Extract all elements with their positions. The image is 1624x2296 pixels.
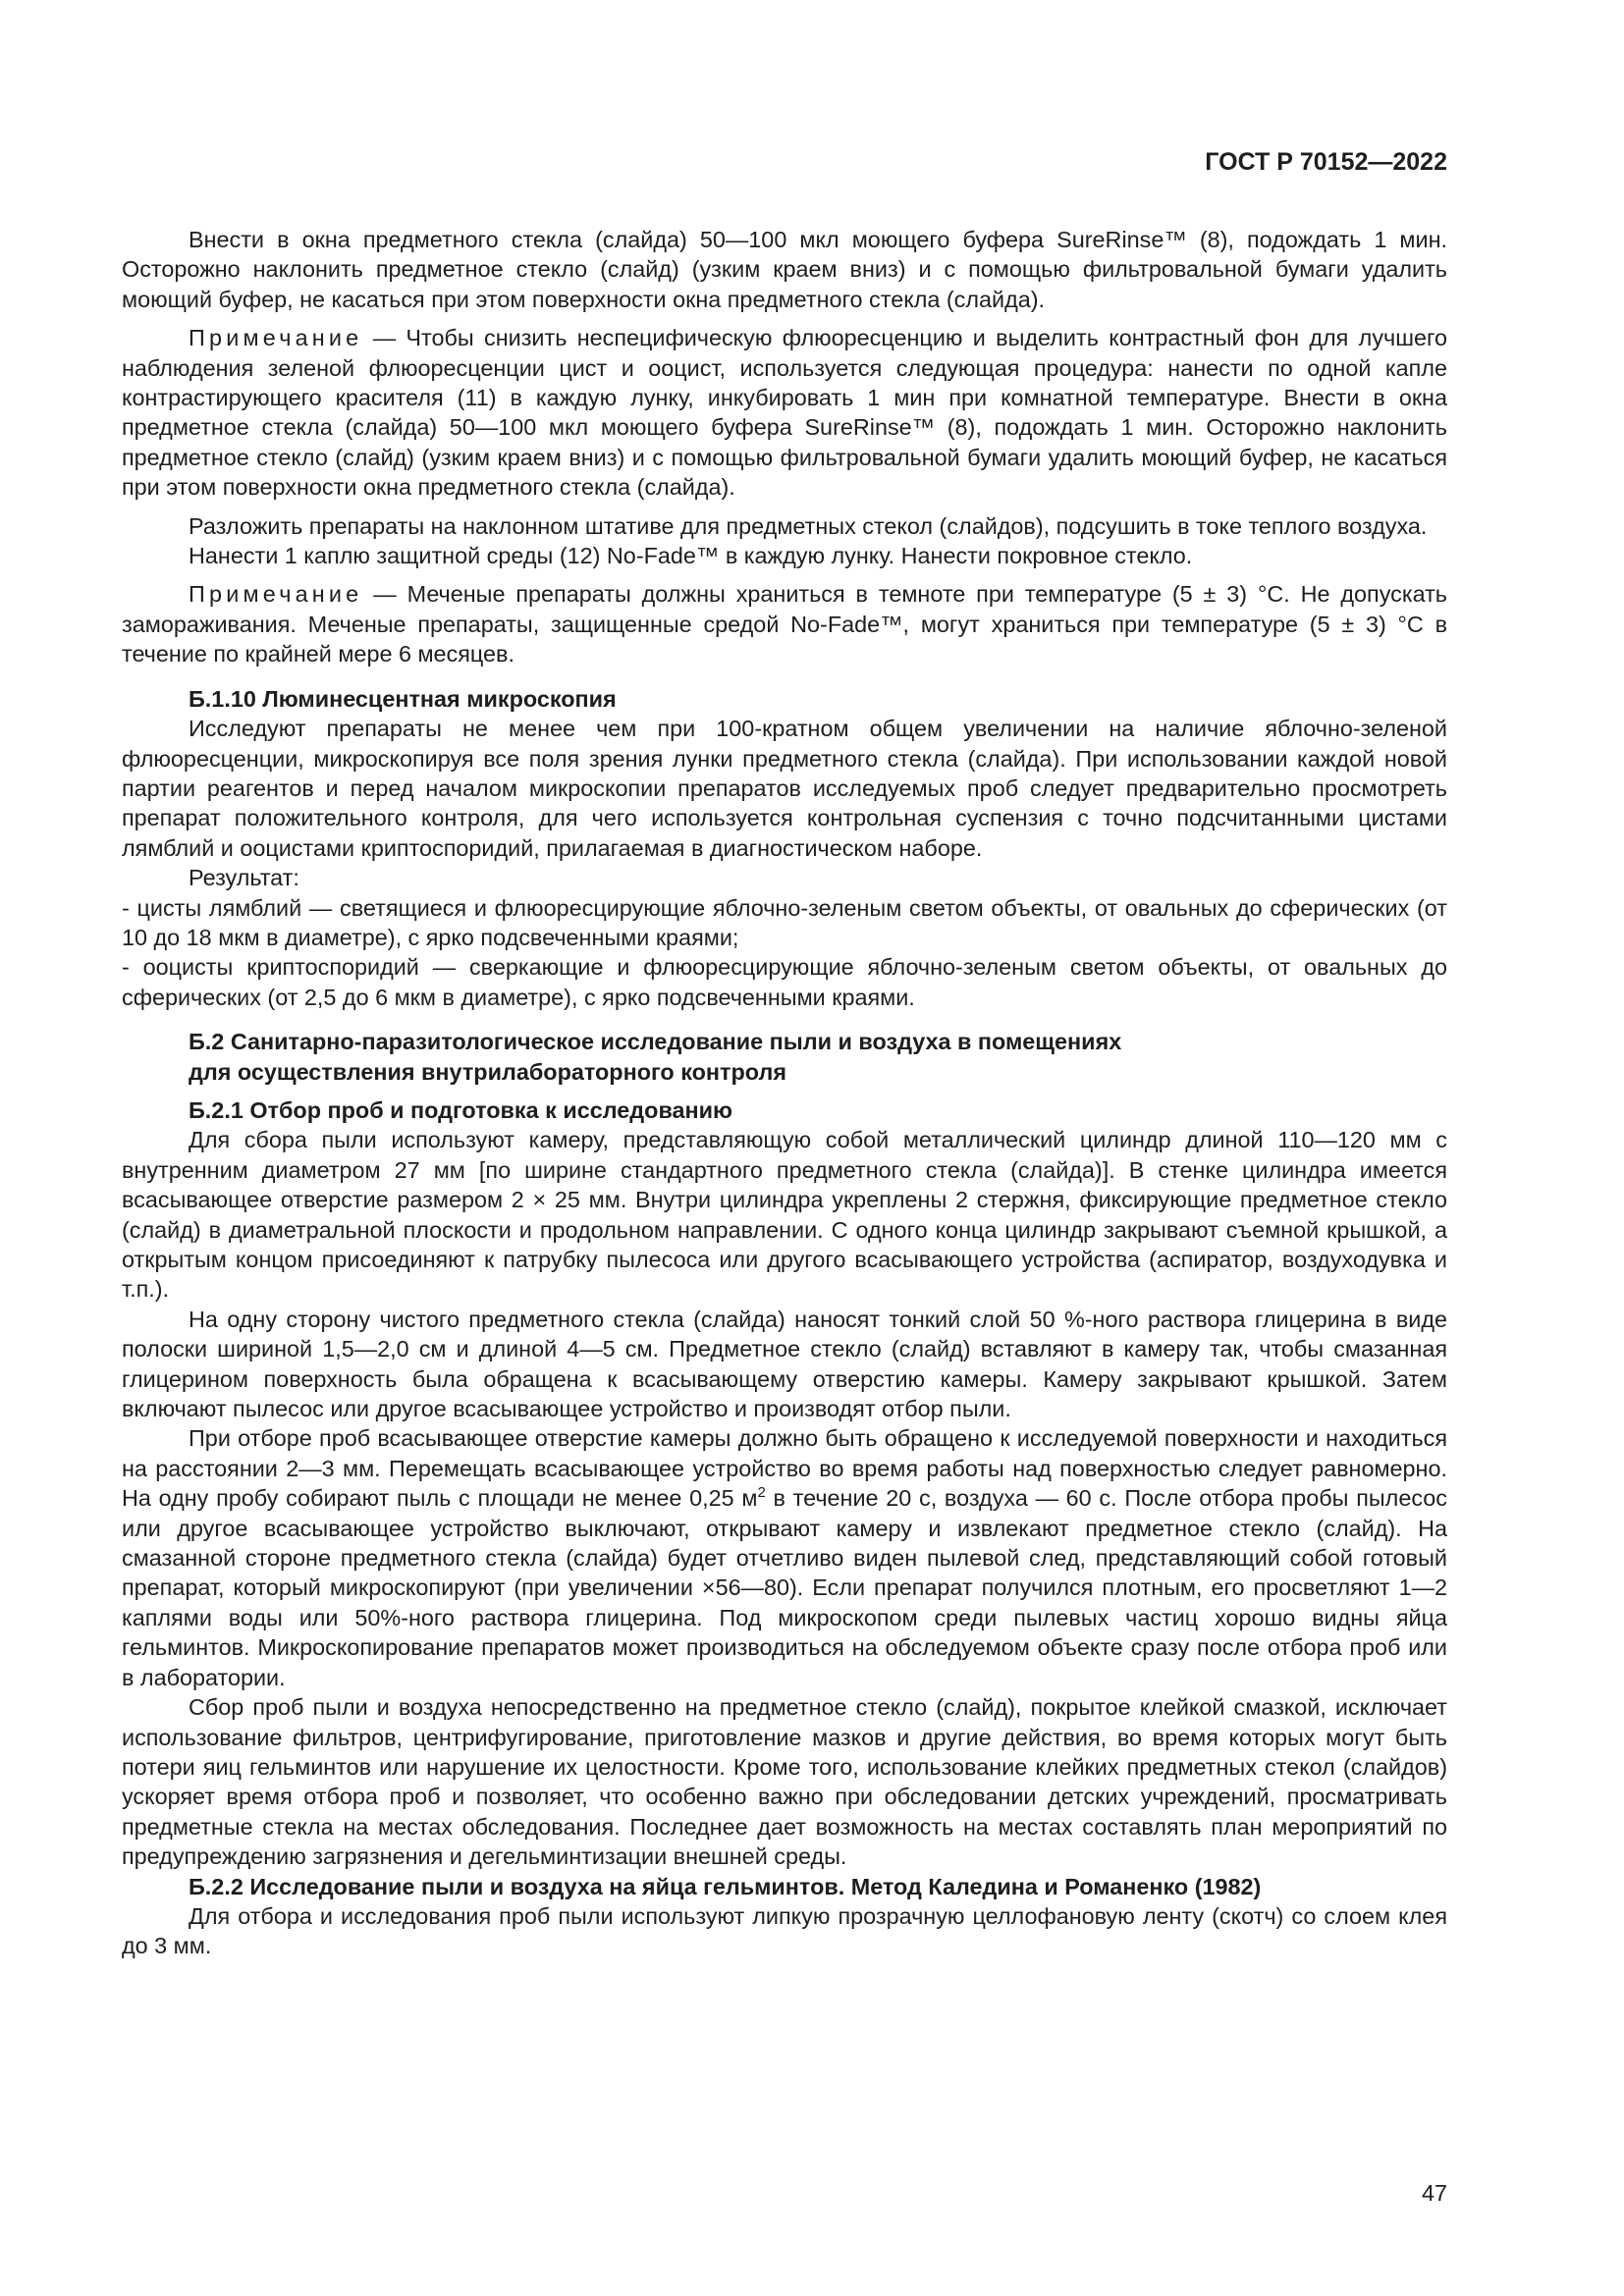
superscript-2: 2 (757, 1484, 766, 1502)
paragraph-glycerin-slide: На одну сторону чистого предметного стекла (слайда) наносят тонкий слой 50 %-ного раствора глицерина в виде полоски шириной 1,5—2,0 см и длиной 4—5 см. Предметное стекло (слайд) вставляют в камеру так, чтобы смазанная глицерином поверхность была обращена к всасывающему отверстию камеры. Камеру закрывают крышкой. Затем включают пылесос или другое всасывающее устройство и производят отбор пыли. (122, 1306, 1447, 1422)
paragraph-result-label: Результат: (189, 865, 299, 891)
heading-b-2-line2: для осуществления внутрилабораторного контроля (189, 1058, 786, 1085)
note-text: — Чтобы снизить неспецифическую флюоресценцию и выделить контрастный фон для лучшего наблюдения зеленой флюоресценции цист и ооцист, используется следующая процедура: нанести по одной капле контрастирующего красителя (11) в каждую лунку, инкубировать 1 мин при комнатной температуре. Внести в окна предметное стекла (слайда) 50—100 мкл моющего буфера SureRinse™ (8), подождать 1 мин. Осторожно наклонить предметное стекло (слайд) (узким краем вниз) и с помощью фильтровальной бумаги удалить моющий буфер, не касаться при этом поверхности окна предметного стекла (слайда). (122, 325, 1447, 501)
document-body (122, 225, 1447, 1961)
heading-b-2-2: Б.2.2 Исследование пыли и воздуха на яйца гельминтов. Метод Каледина и Романенко (1982) (189, 1873, 1262, 1899)
page-number: 47 (1421, 2180, 1447, 2206)
paragraph-dry-slides: Разложить препараты на наклонном штативе для предметных стекол (слайдов), подсушить в токе теплого воздуха. (189, 512, 1428, 539)
note-text: — Меченые препараты должны храниться в темноте при температуре (5 ± 3) °С. Не допускать замораживания. Меченые препараты, защищенные средой No-Fade™, могут храниться при температуре (5 ± 3) °С в течение по крайней мере 6 месяцев. (122, 581, 1447, 667)
paragraph-no-fade: Нанести 1 каплю защитной среды (12) No-Fade™ в каждую лунку. Нанести покровное стекло. (189, 543, 1193, 569)
paragraph-adhesive-slides: Сбор проб пыли и воздуха непосредственно на предметное стекло (слайд), покрытое клейкой смазкой, исключает использование фильтров, центрифугирование, приготовление мазков и другие действия, во время которых могут быть потери яиц гельминтов или нарушение их целостности. Кроме того, использование клейких предметных стекол (слайдов) ускоряет время отбора проб и позволяет, что особенно важно при обследовании детских учреждений, просматривать предметные стекла на местах обследования. Последнее дает возможность на местах составлять план мероприятий по предупреждению загрязнения и дегельминтизации внешней среды. (122, 1694, 1447, 1870)
page-header-doc-id: ГОСТ Р 70152—2022 (1205, 148, 1447, 176)
heading-b-2-line1: Б.2 Санитарно-паразитологическое исследование пыли и воздуха в помещениях (189, 1029, 1122, 1055)
paragraph-sampling-text-a: При отборе проб всасывающее отверстие камеры должно быть обращено к исследуемой поверхности и находиться на расстоянии 2—3 мм. Перемещать всасывающее устройство во время работы над поверхностью следует равномерно. На одну пробу собирают пыль с площади не менее 0,25 м (122, 1425, 1447, 1512)
heading-b-2-1: Б.2.1 Отбор проб и подготовка к исследованию (189, 1096, 733, 1123)
note-contrast-dye (122, 323, 1447, 502)
paragraph-microscopy: Исследуют препараты не менее чем при 100-кратном общем увеличении на наличие яблочно-зеленой флюоресценции, микроскопируя все поля зрения лунки предметного стекла (слайда). При использовании каждой новой партии реагентов и перед началом микроскопии препаратов исследуемых проб следует предварительно просмотреть препарат положительного контроля, для чего используется контрольная суспензия с точно подсчитанными цистами лямблий и ооцистами криптоспоридий, прилагаемая в диагностическом наборе. (122, 716, 1447, 861)
heading-b-1-10: Б.1.10 Люминесцентная микроскопия (189, 685, 617, 712)
list-item-cryptosporidium: - ооцисты криптоспоридий — сверкающие и флюоресцирующие яблочно-зеленым светом объекты, от овальных до сферических (от 2,5 до 6 мкм в диаметре), с ярко подсвеченными краями. (122, 954, 1447, 1010)
note-label: Примечание (189, 325, 363, 351)
list-item-giardia: - цисты лямблий — светящиеся и флюоресцирующие яблочно-зеленым светом объекты, от овальных до сферических (от 10 до 18 мкм в диаметре), с ярко подсвеченными краями; (122, 894, 1447, 950)
paragraph-sampling-text-b: в течение 20 с, воздуха — 60 с. После отбора пробы пылесос или другое всасывающее устройство выключают, открывают камеру и извлекают предметное стекло (слайд). На смазанной стороне предметного стекла (слайда) будет отчетливо виден пылевой след, представляющий собой готовый препарат, который микроскопируют (при увеличении ×56—80). Если препарат получился плотным, его просветляют 1—2 каплями воды или 50%-ного раствора глицерина. Под микроскопом среди пылевых частиц хорошо видны яйца гельминтов. Микроскопирование препаратов может производиться на обследуемом объекте сразу после отбора проб или в лаборатории. (122, 1485, 1447, 1690)
paragraph-tape: Для отбора и исследования проб пыли используют липкую прозрачную целлофановую ленту (скотч) со слоем клея до 3 мм. (122, 1902, 1447, 1959)
paragraph-sampling (122, 1423, 1447, 1692)
note-storage (122, 579, 1447, 668)
paragraph-wash-buffer: Внести в окна предметного стекла (слайда) 50—100 мкл моющего буфера SureRinse™ (8), подождать 1 мин. Осторожно наклонить предметное стекло (слайд) (узким краем вниз) и с помощью фильтровальной бумаги удалить моющий буфер, не касаться при этом поверхности окна предметного стекла (слайда). (122, 227, 1447, 312)
paragraph-dust-chamber: Для сбора пыли используют камеру, представляющую собой металлический цилиндр длиной 110—120 мм с внутренним диаметром 27 мм [по ширине стандартного предметного стекла (слайда)]. В стенке цилиндра имеется всасывающее отверстие размером 2 × 25 мм. Внутри цилиндра укреплены 2 стержня, фиксирующие предметное стекло (слайд) в диаметральной плоскости и продольном направлении. С одного конца цилиндр закрывают съемной крышкой, а открытым концом присоединяют к патрубку пылесоса или другого всасывающего устройства (аспиратор, воздуходувка и т.п.). (122, 1127, 1447, 1303)
note-label: Примечание (189, 581, 363, 608)
